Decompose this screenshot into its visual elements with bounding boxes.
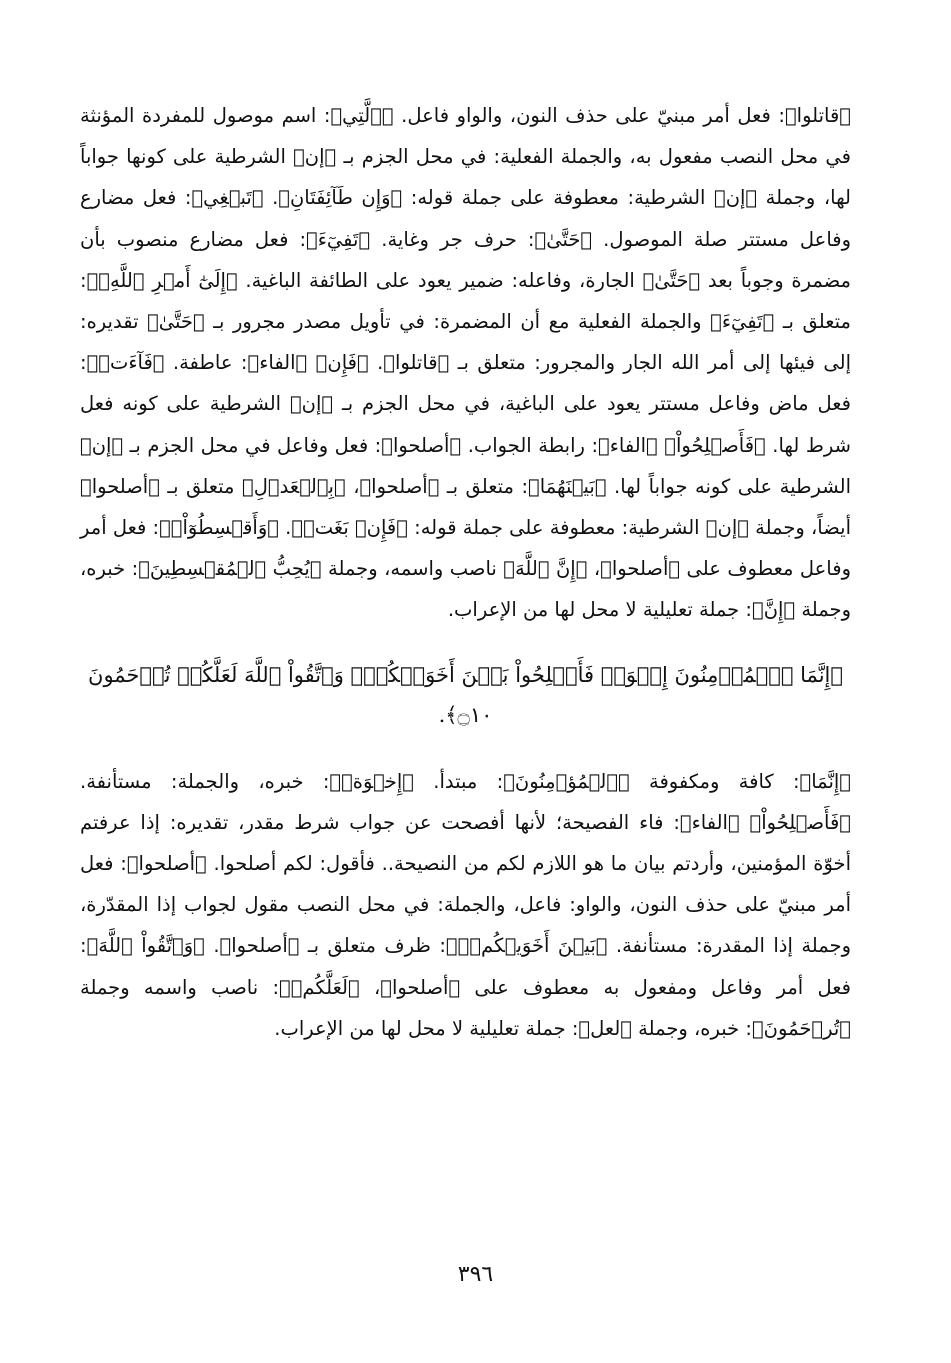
quran-verse: ﴿إِنَّمَا ٱلۡمُؤۡمِنُونَ إِخۡوَةٞ فَأَصۡلِحُواْ بَيۡنَ أَخَوَيۡكُمۡۚ وَٱتَّقُواْ ٱللَّهَ لَعَلَّكُمۡ تُرۡحَمُونَ ۝١٠﴾.: [88, 662, 843, 727]
paragraph-2: ﴿إِنَّمَا﴾: كافة ومكفوفة ﴿ٱلۡمُؤۡمِنُونَ﴾: مبتدأ. ﴿إِخۡوَةٞ﴾: خبره، والجملة: مستأنفة. ﴿فَأَصۡلِحُواْ﴾ ﴿الفاء﴾: فاء الفصيحة؛ لأنها أفصحت عن جواب شرط مقدر، تقديره: إذا عرفتم أخوّة المؤمنين، وأردتم بيان ما هو اللازم لكم من النصيحة.. فأقول: لكم أصلحوا. ﴿أصلحوا﴾: فعل أمر مبنيّ على حذف النون، والواو: فاعل، والجملة: في محل النصب مقول لجواب إذا المقدّرة، وجملة إذا المقدرة: مستأنفة. ﴿بَيۡنَ أَخَوَيۡكُمۡۚ﴾: ظرف متعلق بـ ﴿أصلحوا﴾. ﴿وَٱتَّقُواْ ٱللَّهَ﴾: فعل أمر وفاعل ومفعول به معطوف على ﴿أصلحوا﴾، ﴿لَعَلَّكُمۡ﴾: ناصب واسمه وجملة ﴿تُرۡحَمُونَ﴾: خبره، وجملة ﴿لعل﴾: جملة تعليلية لا محل لها من الإعراب.: [80, 769, 851, 1040]
paragraph-1: ﴿قاتلوا﴾: فعل أمر مبنيّ على حذف النون، والواو فاعل. ﴿ٱلَّتِي﴾: اسم موصول للمفردة المؤنثة في محل النصب مفعول به، والجملة الفعلية: في محل الجزم بـ ﴿إن﴾ الشرطية على كونها جواباً لها، وجملة ﴿إن﴾ الشرطية: معطوفة على جملة قوله: ﴿وَإِن طَآئِفَتَانِ﴾. ﴿تَبۡغِي﴾: فعل مضارع وفاعل مستتر صلة الموصول. ﴿حَتَّىٰ﴾: حرف جر وغاية. ﴿تَفِيٓءَ﴾: فعل مضارع منصوب بأن مضمرة وجوباً بعد ﴿حَتَّىٰ﴾ الجارة، وفاعله: ضمير يعود على الطائفة الباغية. ﴿إِلَىٰٓ أَمۡرِ ٱللَّهِۚ﴾: متعلق بـ ﴿تَفِيٓءَ﴾ والجملة الفعلية مع أن المضمرة: في تأويل مصدر مجرور بـ ﴿حَتَّىٰ﴾ تقديره: إلى فيئها إلى أمر الله الجار والمجرور: متعلق بـ ﴿قاتلوا﴾. ﴿فَإِن﴾ ﴿الفاء﴾: عاطفة. ﴿فَآءَتۡ﴾: فعل ماض وفاعل مستتر يعود على الباغية، في محل الجزم بـ ﴿إن﴾ الشرطية على كونه فعل شرط لها. ﴿فَأَصۡلِحُواْ﴾ ﴿الفاء﴾: رابطة الجواب. ﴿أصلحوا﴾: فعل وفاعل في محل الجزم بـ ﴿إن﴾ الشرطية على كونه جواباً لها. ﴿بَيۡنَهُمَا﴾: متعلق بـ ﴿أصلحوا﴾، ﴿بِٱلۡعَدۡلِ﴾ متعلق بـ ﴿أصلحوا﴾ أيضاً، وجملة ﴿إن﴾ الشرطية: معطوفة على جملة قوله: ﴿فَإِنۢ بَغَتۡ﴾. ﴿وَأَقۡسِطُوٓاْۖ﴾: فعل أمر وفاعل معطوف على ﴿أصلحوا﴾، ﴿إِنَّ ٱللَّهَ﴾ ناصب واسمه، وجملة ﴿يُحِبُّ ٱلۡمُقۡسِطِينَ﴾: خبره، وجملة ﴿إِنَّ﴾: جملة تعليلية لا محل لها من الإعراب.: [80, 104, 851, 622]
page-body: [80, 95, 851, 1049]
page-number: ٣٩٦: [457, 1262, 494, 1287]
